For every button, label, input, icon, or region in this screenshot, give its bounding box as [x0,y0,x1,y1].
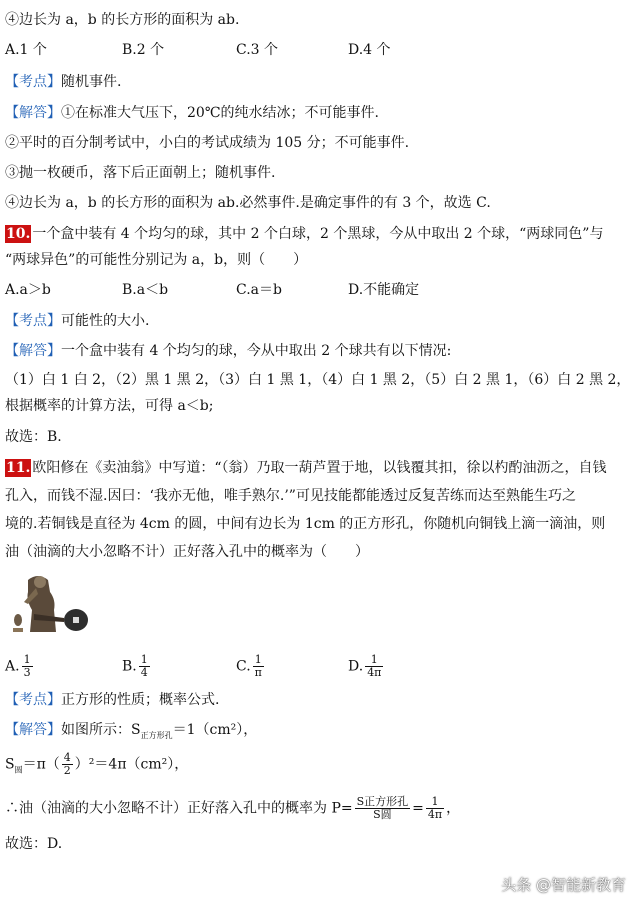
q10-text: 一个盒中装有 4 个均匀的球，其中 2 个白球，2 个黑球，今从中取出 2 个球，“两球同色”与 [32,226,604,242]
jieda-tag: 【解答】 [5,105,61,121]
kaodian-text: 可能性的大小. [61,313,150,329]
kaodian-tag: 【考点】 [5,692,61,708]
q11-option-d: D. $\frac{1}{4\pi}$ [348,653,382,679]
q9-jieda-4: ④边长为 a，b 的长方形的面积为 ab.必然事件.是确定事件的有 3 个，故选 C. [5,195,491,211]
q10-options [5,280,625,300]
watermark: 头条 @智能新教育 [501,876,626,894]
q9-option-d: D.4 个 [348,42,391,58]
q11-jieda-3: ∴油（油滴的大小忽略不计）正好落入孔中的概率为 P= $\frac{\text{S正方形孔}}{\text{S圆}}$ = $\frac{1}{4\pi}$ ， [5,795,461,821]
q11-text: 欧阳修在《卖油翁》中写道：“（翁）乃取一葫芦置于地，以钱覆其扣，徐以杓酌油沥之，自钱 [32,460,607,476]
kaodian-tag: 【考点】 [5,313,61,329]
q9-kaodian [5,72,121,92]
q10-option-b: B.a＜b [122,282,169,298]
q11-option-c: C. $\frac{1}{\pi}$ [236,653,262,679]
q9-jieda-3: ③抛一枚硬币，落下后正面朝上；随机事件. [5,165,276,181]
q11-stem-3: 境的.若铜钱是直径为 4cm 的圆，中间有边长为 1cm 的正方形孔，你随机向铜钱上滴一滴油，则 [5,516,606,532]
q9-option-a: A.1 个 [5,42,47,58]
question-number-badge: 10. [6,226,31,242]
q11-stem-1 [5,458,607,478]
q9-option-b: B.2 个 [122,42,165,58]
jieda-tag: 【解答】 [5,343,61,359]
q9-options [5,40,625,60]
q11-kaodian [5,690,219,710]
q11-stem-2: 孔入，而钱不湿.因曰：‘我亦无他，唯手熟尔.’”可见技能都能透过反复苦练而达至熟能生巧之 [5,488,576,504]
q9-item4: ④边长为 a，b 的长方形的面积为 ab. [5,12,240,28]
q11-option-a: A. $\frac{1}{3}$ [5,653,31,679]
q10-stem-2: “两球异色”的可能性分别记为 a，b，则（ ） [5,252,308,268]
oil-seller-figure [10,570,100,640]
q9-jieda-1 [5,103,379,123]
kaodian-tag: 【考点】 [5,74,61,90]
q11-option-b: B. $\frac{1}{4}$ [122,653,148,679]
jieda-text: 一个盒中装有 4 个均匀的球，今从中取出 2 个球共有以下情况: [61,343,452,359]
q10-jieda-2: （1）白 1 白 2，（2）黑 1 黑 2，（3）白 1 黑 1，（4）白 1 黑 2，（5）白 2 黑 1，（6）白 2 黑 2， [5,372,631,388]
q10-option-c: C.a＝b [236,282,282,298]
question-number-badge: 11. [6,460,31,476]
q9-option-c: C.3 个 [236,42,279,58]
q11-options [5,654,625,682]
q10-stem-1 [5,224,603,244]
q10-jieda-1 [5,341,451,361]
kaodian-text: 正方形的性质；概率公式. [61,692,220,708]
q10-option-d: D.不能确定 [348,282,420,298]
q10-option-a: A.a＞b [5,282,51,298]
jieda-text: ①在标准大气压下，20℃的纯水结冰；不可能事件. [61,105,379,121]
q11-stem-4: 油（油滴的大小忽略不计）正好落入孔中的概率为（ ） [5,544,369,560]
q10-kaodian [5,311,149,331]
q10-answer: 故选：B. [5,429,62,445]
kaodian-text: 随机事件. [61,74,122,90]
q11-jieda-1: 【解答】如图所示：$S_{正方形孔}=1(cm^2)$， [5,722,258,740]
q10-jieda-3: 根据概率的计算方法，可得 a＜b; [5,398,214,414]
jieda-tag: 【解答】 [5,722,61,738]
q11-jieda-2: $S_圆=\pi$（ $\frac{4}{2}$ ）²＝4π（cm²）， [5,751,189,777]
q9-jieda-2: ②平时的百分制考试中，小白的考试成绩为 105 分；不可能事件. [5,135,410,151]
q11-answer: 故选：D. [5,836,63,852]
